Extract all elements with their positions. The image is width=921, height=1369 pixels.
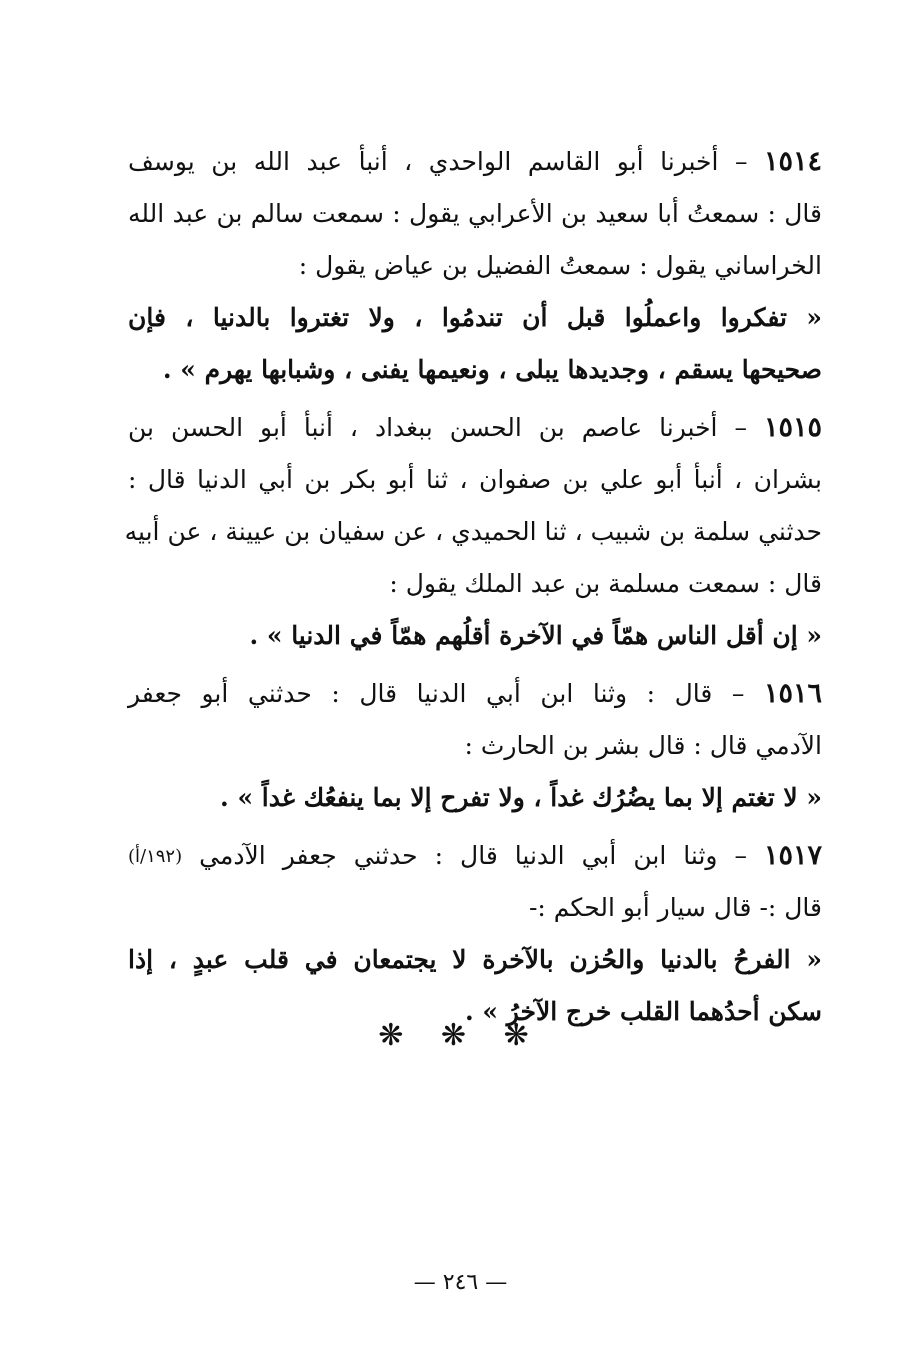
hadith-entry-1515 xyxy=(124,402,822,662)
page-body xyxy=(124,136,823,1038)
entry-line: قال :- قال سيار أبو الحكم :- xyxy=(528,893,822,922)
entry-number: ١٥١٤ xyxy=(763,146,822,177)
hadith-entry-1516 xyxy=(128,668,822,824)
entry-line xyxy=(128,668,822,720)
entry-text: – أخبرنا عاصم بن الحسن ببغداد ، أنبأ أبو الحسن بن xyxy=(128,413,764,442)
entry-line: حدثني سلمة بن شبيب ، ثنا الحميدي ، عن سفيان بن عيينة ، عن أبيه xyxy=(124,517,822,546)
entry-line: بشران ، أنبأ أبو علي بن صفوان ، ثنا أبو بكر بن أبي الدنيا قال : xyxy=(128,465,822,494)
entry-number: ١٥١٧ xyxy=(763,840,822,871)
manuscript-reference: (١٩٢/أ) xyxy=(128,846,183,867)
entry-line: قال : سمعتُ أبا سعيد بن الأعرابي يقول : سمعت سالم بن عبد الله xyxy=(128,199,823,228)
entry-text: – أخبرنا أبو القاسم الواحدي ، أنبأ عبد الله بن يوسف xyxy=(128,147,764,176)
entry-text: – قال : وثنا ابن أبي الدنيا قال : حدثني أبو جعفر xyxy=(128,679,764,708)
quote-line: « الفرحُ بالدنيا والحُزن بالآخرة لا يجتمعان في قلب عبدٍ ، إذا xyxy=(128,945,822,974)
quote-line: « تفكروا واعملُوا قبل أن تندمُوا ، ولا تغتروا بالدنيا ، فإن xyxy=(128,303,822,332)
page-number: — ٢٤٦ — xyxy=(413,1270,508,1295)
quote-line: سكن أحدُهما القلب خرج الآخرُ » . xyxy=(465,997,822,1026)
entry-line: الآدمي قال : قال بشر بن الحارث : xyxy=(464,731,822,760)
entry-line xyxy=(128,402,822,454)
hadith-entry-1517 xyxy=(128,830,822,1038)
entry-text: – وثنا ابن أبي الدنيا قال : حدثني جعفر الآدمي xyxy=(199,841,764,870)
entry-line xyxy=(128,830,822,882)
entry-number: ١٥١٥ xyxy=(763,412,822,443)
quote-line: صحيحها يسقم ، وجديدها يبلى ، ونعيمها يفنى ، وشبابها يهرم » . xyxy=(162,355,822,384)
section-ornament: ❋ ❋ ❋ xyxy=(378,1018,543,1053)
quote-line: « لا تغتم إلا بما يضُرُك غداً ، ولا تفرح إلا بما ينفعُك غداً » . xyxy=(220,783,822,812)
hadith-entry-1514 xyxy=(128,136,822,396)
entry-line xyxy=(128,136,822,188)
quote-line: « إن أقل الناس همّاً في الآخرة أقلُهم همّاً في الدنيا » . xyxy=(249,621,822,650)
entry-line: الخراساني يقول : سمعتُ الفضيل بن عياض يقول : xyxy=(298,251,822,280)
entry-number: ١٥١٦ xyxy=(763,678,822,709)
entry-line: قال : سمعت مسلمة بن عبد الملك يقول : xyxy=(389,569,822,598)
